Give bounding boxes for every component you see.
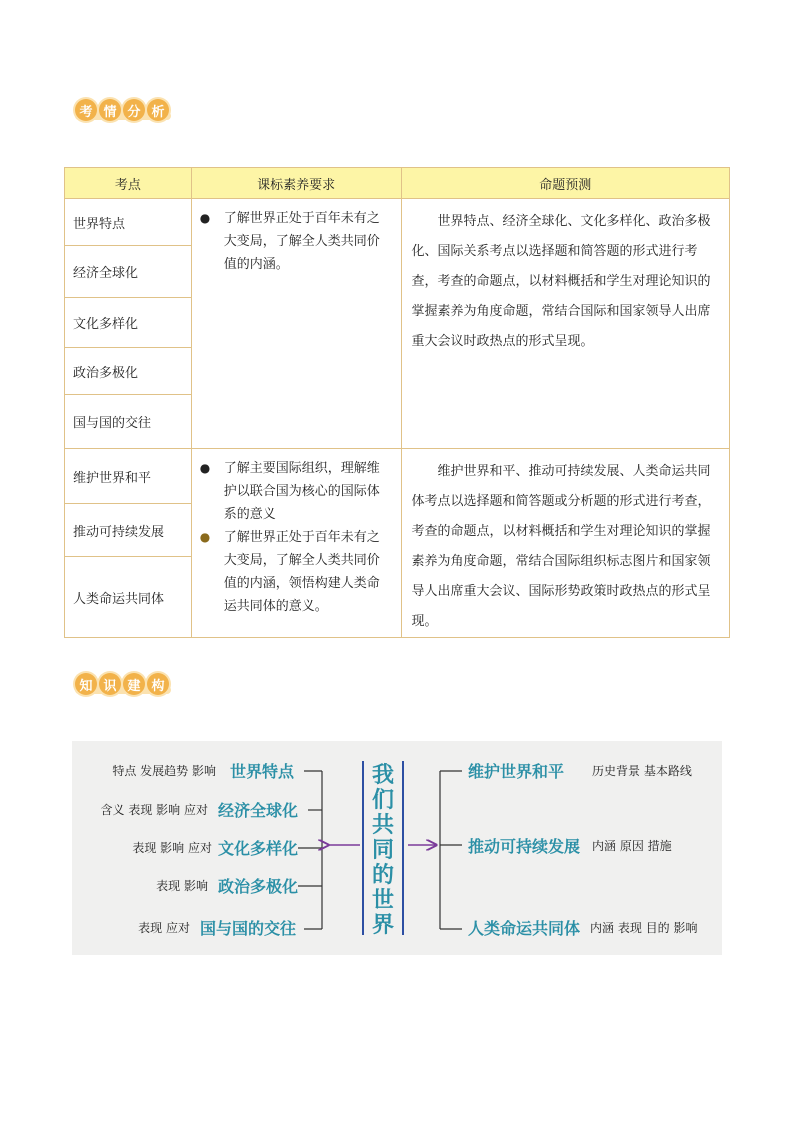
- badge-char: 考: [75, 99, 97, 121]
- node-title: 国与国的交往: [199, 919, 296, 938]
- center-char: 我: [371, 763, 394, 788]
- center-char: 同: [371, 838, 394, 863]
- requirement-item: [200, 457, 391, 526]
- node-title: 推动可持续发展: [468, 837, 581, 856]
- node-title: 人类命运共同体: [468, 919, 581, 938]
- node-subtopics: 内涵 表现 目的 影响: [590, 921, 698, 935]
- mindmap-left-node: [156, 874, 298, 897]
- topic-item: 政治多极化: [65, 348, 191, 395]
- bullet-icon: ●: [199, 530, 211, 544]
- center-char: 界: [371, 913, 394, 938]
- topic-item: 国与国的交往: [73, 415, 152, 431]
- topic-cell: [65, 199, 192, 449]
- node-subtopics: 含义 表现 影响 应对: [100, 803, 208, 817]
- node-title: 经济全球化: [217, 801, 298, 820]
- mindmap-left-node: [101, 798, 298, 821]
- requirement-text: 了解世界正处于百年未有之大变局，了解全人类共同价值的内涵。: [223, 211, 380, 272]
- mindmap-center-title: [362, 761, 404, 938]
- knowledge-mindmap: [72, 741, 722, 955]
- requirement-item: [200, 207, 391, 276]
- topic-cell: [65, 449, 192, 638]
- topic-item: 人类命运共同体: [73, 591, 165, 607]
- exam-analysis-table: [64, 167, 730, 638]
- node-title: 政治多极化: [217, 877, 298, 896]
- node-subtopics: 内涵 原因 措施: [592, 839, 672, 853]
- topic-item: 世界特点: [65, 199, 191, 246]
- mindmap-right-node: [468, 834, 672, 857]
- requirement-text: 了解世界正处于百年未有之大变局，了解全人类共同价值的内涵，领悟构建人类命运共同体的意义。: [223, 530, 380, 614]
- badge-char: 知: [75, 673, 97, 695]
- center-char: 的: [371, 863, 394, 888]
- prediction-cell: 维护世界和平、推动可持续发展、人类命运共同体考点以选择题和简答题或分析题的形式进行考查，考查的命题点，以材料概括和学生对理论知识的掌握素养为角度命题，常结合国际组织标志图片和国家领导人出席重大会议、国际形势政策时政热点的形式呈现。: [401, 449, 729, 638]
- section-badge-knowledge: [75, 673, 171, 695]
- center-char: 共: [371, 813, 394, 838]
- requirements-cell: [191, 199, 401, 449]
- header-prediction: 命题预测: [401, 168, 729, 199]
- badge-char: 建: [123, 673, 145, 695]
- node-subtopics: 表现 影响: [156, 879, 208, 893]
- topic-item: 维护世界和平: [65, 449, 191, 504]
- node-subtopics: 特点 发展趋势 影响: [112, 764, 216, 778]
- requirements-cell: [191, 449, 401, 638]
- requirement-text: 了解主要国际组织，理解维护以联合国为核心的国际体系的意义: [223, 461, 380, 522]
- prediction-cell: 世界特点、经济全球化、文化多样化、政治多极化、国际关系考点以选择题和简答题的形式进行考查，考查的命题点，以材料概括和学生对理论知识的掌握素养为角度命题，常结合国际和国家领导人出席重大会议时政热点的形式呈现。: [401, 199, 729, 449]
- node-subtopics: 表现 应对: [138, 921, 190, 935]
- mindmap-right-node: [468, 759, 692, 782]
- badge-char: 识: [99, 673, 121, 695]
- topic-item: 经济全球化: [65, 246, 191, 298]
- node-title: 文化多样化: [217, 839, 298, 858]
- center-char: 世: [371, 888, 394, 913]
- topic-item: 推动可持续发展: [65, 504, 191, 557]
- mindmap-left-node: [132, 836, 298, 859]
- header-requirements: 课标素养要求: [191, 168, 401, 199]
- node-title: 世界特点: [229, 762, 294, 781]
- badge-char: 情: [99, 99, 121, 121]
- badge-char: 析: [147, 99, 169, 121]
- node-subtopics: 表现 影响 应对: [132, 841, 212, 855]
- topic-item: 文化多样化: [65, 298, 191, 348]
- mindmap-left-node: [138, 916, 296, 939]
- badge-char: 构: [147, 673, 169, 695]
- mindmap-left-node: [112, 759, 294, 782]
- bullet-icon: ●: [199, 461, 211, 475]
- bullet-icon: ●: [199, 211, 211, 225]
- section-badge-analysis: [75, 99, 171, 121]
- node-title: 维护世界和平: [468, 762, 565, 781]
- requirement-item: [200, 526, 391, 618]
- center-char: 们: [371, 788, 394, 813]
- header-topic: 考点: [65, 168, 192, 199]
- node-subtopics: 历史背景 基本路线: [592, 764, 692, 778]
- mindmap-right-node: [468, 916, 697, 939]
- badge-char: 分: [123, 99, 145, 121]
